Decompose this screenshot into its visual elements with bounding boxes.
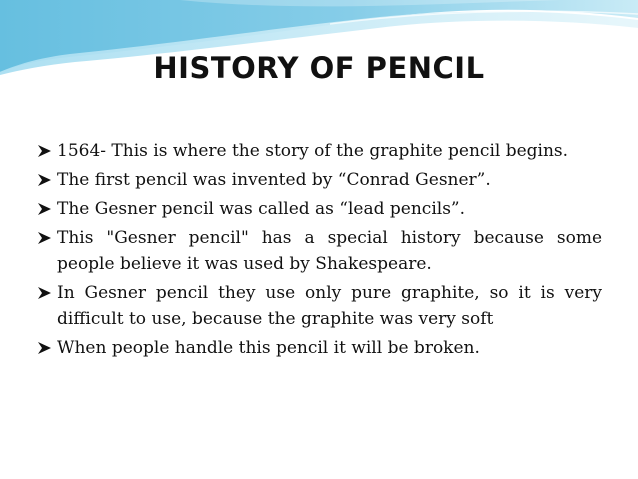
arrowhead-bullet-icon: [37, 286, 52, 300]
list-item: [37, 225, 602, 277]
slide-title: HISTORY OF PENCIL: [153, 51, 485, 85]
list-item: [37, 196, 602, 222]
arrowhead-bullet-icon: [37, 173, 52, 187]
bullet-list: [37, 138, 602, 364]
arrowhead-bullet-icon: [37, 144, 52, 158]
arrowhead-bullet-icon: [37, 202, 52, 216]
bullet-text: In Gesner pencil they use only pure graphite, so it is very difficult to use, because the graphite was very soft: [57, 283, 602, 329]
bullet-text: When people handle this pencil it will be broken.: [57, 338, 480, 358]
bullet-text: The first pencil was invented by “Conrad Gesner”.: [57, 170, 491, 190]
list-item: [37, 280, 602, 332]
bullet-text: This "Gesner pencil" has a special history because some people believe it was used by Shakespeare.: [57, 228, 602, 274]
list-item: [37, 138, 602, 164]
list-item: [37, 335, 602, 361]
arrowhead-bullet-icon: [37, 231, 52, 245]
list-item: [37, 167, 602, 193]
bullet-text: The Gesner pencil was called as “lead pencils”.: [57, 199, 466, 219]
bullet-text: 1564- This is where the story of the graphite pencil begins.: [57, 141, 569, 161]
arrowhead-bullet-icon: [37, 341, 52, 355]
